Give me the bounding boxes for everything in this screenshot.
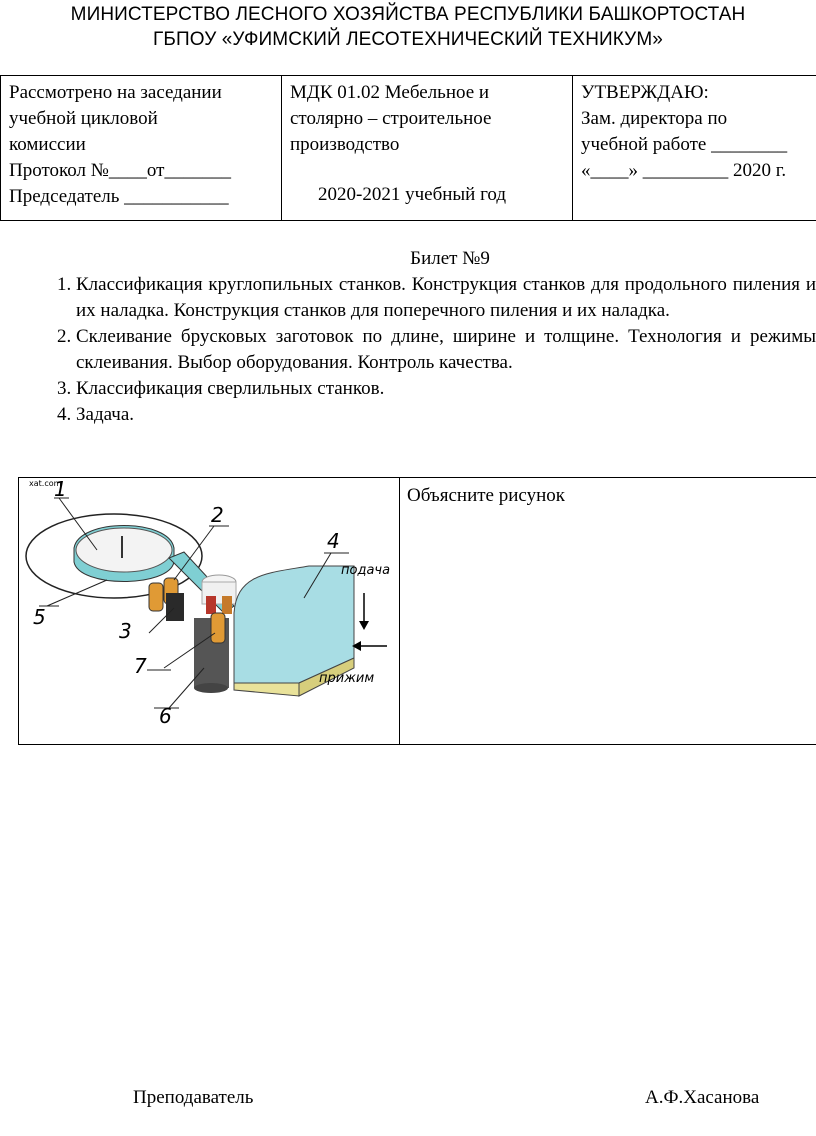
feed-arrow-head: [359, 621, 369, 630]
watermark-text: xat.com: [29, 479, 62, 488]
saw-machine-diagram: [19, 478, 399, 744]
label-5: 5: [33, 605, 46, 629]
question-item: 2. Склеивание брусковых заготовок по длине, ширине и толщине. Технология и режимы склеивания. Выбор оборудования. Контроль качества.: [76, 324, 816, 376]
commission-cell: [0, 76, 282, 220]
workpiece-edge: [234, 683, 299, 696]
protocol-line: Протокол №____от_______: [9, 160, 231, 181]
approve-date-line: «____» _________ 2020 г.: [581, 160, 787, 181]
red-pin: [206, 596, 216, 614]
academic-year: 2020-2021 учебный год: [318, 184, 507, 205]
question-item: 4. Задача.: [76, 402, 816, 428]
column-base: [194, 683, 228, 693]
roller-7: [211, 613, 225, 643]
label-1: 1: [54, 478, 67, 501]
commission-line: комиссии: [9, 134, 86, 155]
course-title-line: столярно – строительное: [290, 108, 492, 129]
blade-inner: [76, 528, 172, 572]
approve-line: учебной работе ________: [581, 134, 788, 155]
approve-cell: [573, 76, 816, 220]
feed-label: подача: [341, 563, 391, 578]
course-title-line: производство: [290, 134, 400, 155]
label-4: 4: [327, 529, 340, 553]
approve-line: Зам. директора по: [581, 108, 728, 129]
brown-pin: [222, 596, 232, 614]
teacher-name: А.Ф.Хасанова: [645, 1087, 760, 1108]
label-7: 7: [134, 654, 147, 678]
label-3: 3: [119, 619, 132, 643]
question-item: 1. Классификация круглопильных станков. Конструкция станков для продольного пиления и их наладка. Конструкция станков для поперечного пиления и их наладка.: [76, 272, 816, 324]
part-3-block: [166, 593, 184, 621]
label-2: 2: [211, 503, 224, 527]
ministry-title: МИНИСТЕРСТВО ЛЕСНОГО ХОЗЯЙСТВА РЕСПУБЛИКИ БАШКОРТОСТАН: [70, 4, 746, 25]
workpiece: [234, 566, 354, 683]
question-list: [40, 272, 816, 428]
approve-heading: УТВЕРЖДАЮ:: [581, 82, 709, 103]
commission-line: Рассмотрено на заседании: [9, 82, 222, 103]
chairman-line: Председатель ___________: [9, 186, 229, 207]
explain-prompt: Объясните рисунок: [407, 485, 565, 506]
course-cell: [282, 76, 573, 220]
question-item: 3. Классификация сверлильных станков.: [76, 376, 816, 402]
document-header: [0, 2, 816, 52]
figure-cell: [19, 478, 400, 744]
label-6: 6: [159, 704, 172, 728]
teacher-label: Преподаватель: [133, 1087, 254, 1108]
figure-table: [18, 477, 816, 745]
ticket-title: Билет №9: [410, 248, 490, 269]
commission-line: учебной цикловой: [9, 108, 158, 129]
roller-2: [149, 583, 163, 611]
press-label: прижим: [319, 671, 375, 686]
college-title: ГБПОУ «УФИМСКИЙ ЛЕСОТЕХНИЧЕСКИЙ ТЕХНИКУМ»: [153, 29, 663, 50]
approval-table: [0, 75, 816, 221]
course-title-line: МДК 01.02 Мебельное и: [290, 82, 490, 103]
